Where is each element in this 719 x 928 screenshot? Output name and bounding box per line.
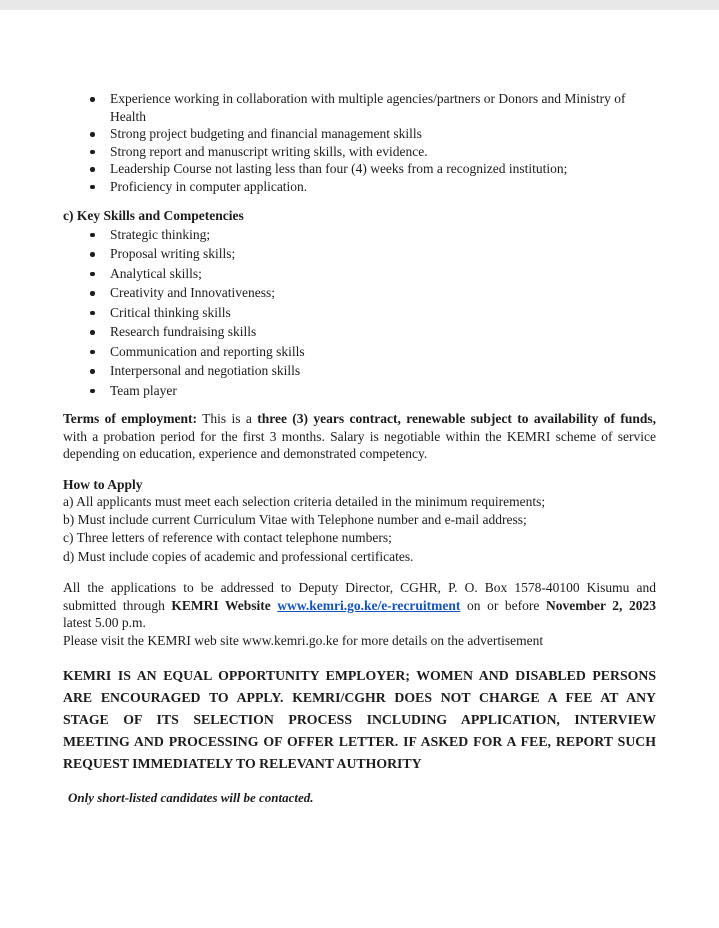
deadline-date: November 2, 2023 <box>545 597 656 613</box>
apply-item: d) Must include copies of academic and professional certificates. <box>63 549 414 564</box>
list-item: Research fundraising skills <box>63 322 656 342</box>
shortlist-footnote: Only short-listed candidates will be contacted. <box>68 790 314 805</box>
applications-paragraph <box>63 579 656 649</box>
terms-of-employment-paragraph <box>63 410 656 463</box>
apply-item: c) Three letters of reference with contact telephone numbers; <box>63 530 392 545</box>
how-to-apply-heading: How to Apply <box>63 476 143 492</box>
list-item: Analytical skills; <box>63 264 656 284</box>
key-skills-list <box>63 225 656 401</box>
list-item: Interpersonal and negotiation skills <box>63 361 656 381</box>
paragraph-line <box>63 597 656 615</box>
qualifications-list <box>63 90 656 195</box>
list-item: Leadership Course not lasting less than four (4) weeks from a recognized institution; <box>63 160 656 178</box>
list-item: Creativity and Innovativeness; <box>63 283 656 303</box>
paragraph-line <box>63 410 656 428</box>
paragraph-line: KEMRI IS AN EQUAL OPPORTUNITY EMPLOYER; WOMEN AND DISABLED PERSONS <box>63 668 656 683</box>
paragraph-text: submitted through <box>63 597 172 613</box>
list-item: Critical thinking skills <box>63 303 656 323</box>
list-item: Team player <box>63 381 656 401</box>
paragraph-text-bold: three (3) years contract, renewable subject to availability of funds, <box>257 411 656 426</box>
visit-website-line: Please visit the KEMRI web site www.kemri.go.ke for more details on the advertisement <box>63 632 544 648</box>
apply-item: a) All applicants must meet each selection criteria detailed in the minimum requirements; <box>63 494 546 509</box>
paragraph-line: STAGE OF ITS SELECTION PROCESS INCLUDING APPLICATION, INTERVIEW <box>63 712 656 727</box>
paragraph-text: on or before <box>460 597 546 613</box>
list-item: Strong report and manuscript writing skills, with evidence. <box>63 143 656 161</box>
list-item: Proficiency in computer application. <box>63 178 656 196</box>
paragraph-line: All the applications to be addressed to Deputy Director, CGHR, P. O. Box 1578-40100 Kisumu and <box>63 580 656 595</box>
how-to-apply-list <box>63 493 656 566</box>
paragraph-line: MEETING AND PROCESSING OF OFFER LETTER. IF ASKED FOR A FEE, REPORT SUCH <box>63 734 656 749</box>
kemri-website-label: KEMRI Website <box>171 597 278 613</box>
page-top-edge <box>0 0 719 10</box>
paragraph-line: latest 5.00 p.m. <box>63 615 146 630</box>
paragraph-text: This is a <box>196 411 258 426</box>
list-item: Strategic thinking; <box>63 225 656 245</box>
paragraph-line: ARE ENCOURAGED TO APPLY. KEMRI/CGHR DOES NOT CHARGE A FEE AT ANY <box>63 690 656 705</box>
list-item: Experience working in collaboration with multiple agencies/partners or Donors and Ministry of Health <box>63 90 656 125</box>
e-recruitment-link[interactable]: www.kemri.go.ke/e-recruitment <box>277 597 461 613</box>
equal-opportunity-notice <box>63 665 656 775</box>
paragraph-line: depending on education, experience and demonstrated competency. <box>63 446 428 461</box>
terms-label: Terms of employment: <box>63 411 197 426</box>
apply-item: b) Must include current Curriculum Vitae with Telephone number and e-mail address; <box>63 512 527 527</box>
list-item: Communication and reporting skills <box>63 342 656 362</box>
paragraph-line: REQUEST IMMEDIATELY TO RELEVANT AUTHORITY <box>63 756 422 771</box>
paragraph-line: with a probation period for the first 3 months. Salary is negotiable within the KEMRI scheme of service <box>63 428 656 444</box>
list-item: Strong project budgeting and financial management skills <box>63 125 656 143</box>
list-item: Proposal writing skills; <box>63 244 656 264</box>
key-skills-heading: c) Key Skills and Competencies <box>63 208 244 223</box>
document-content <box>0 10 719 807</box>
